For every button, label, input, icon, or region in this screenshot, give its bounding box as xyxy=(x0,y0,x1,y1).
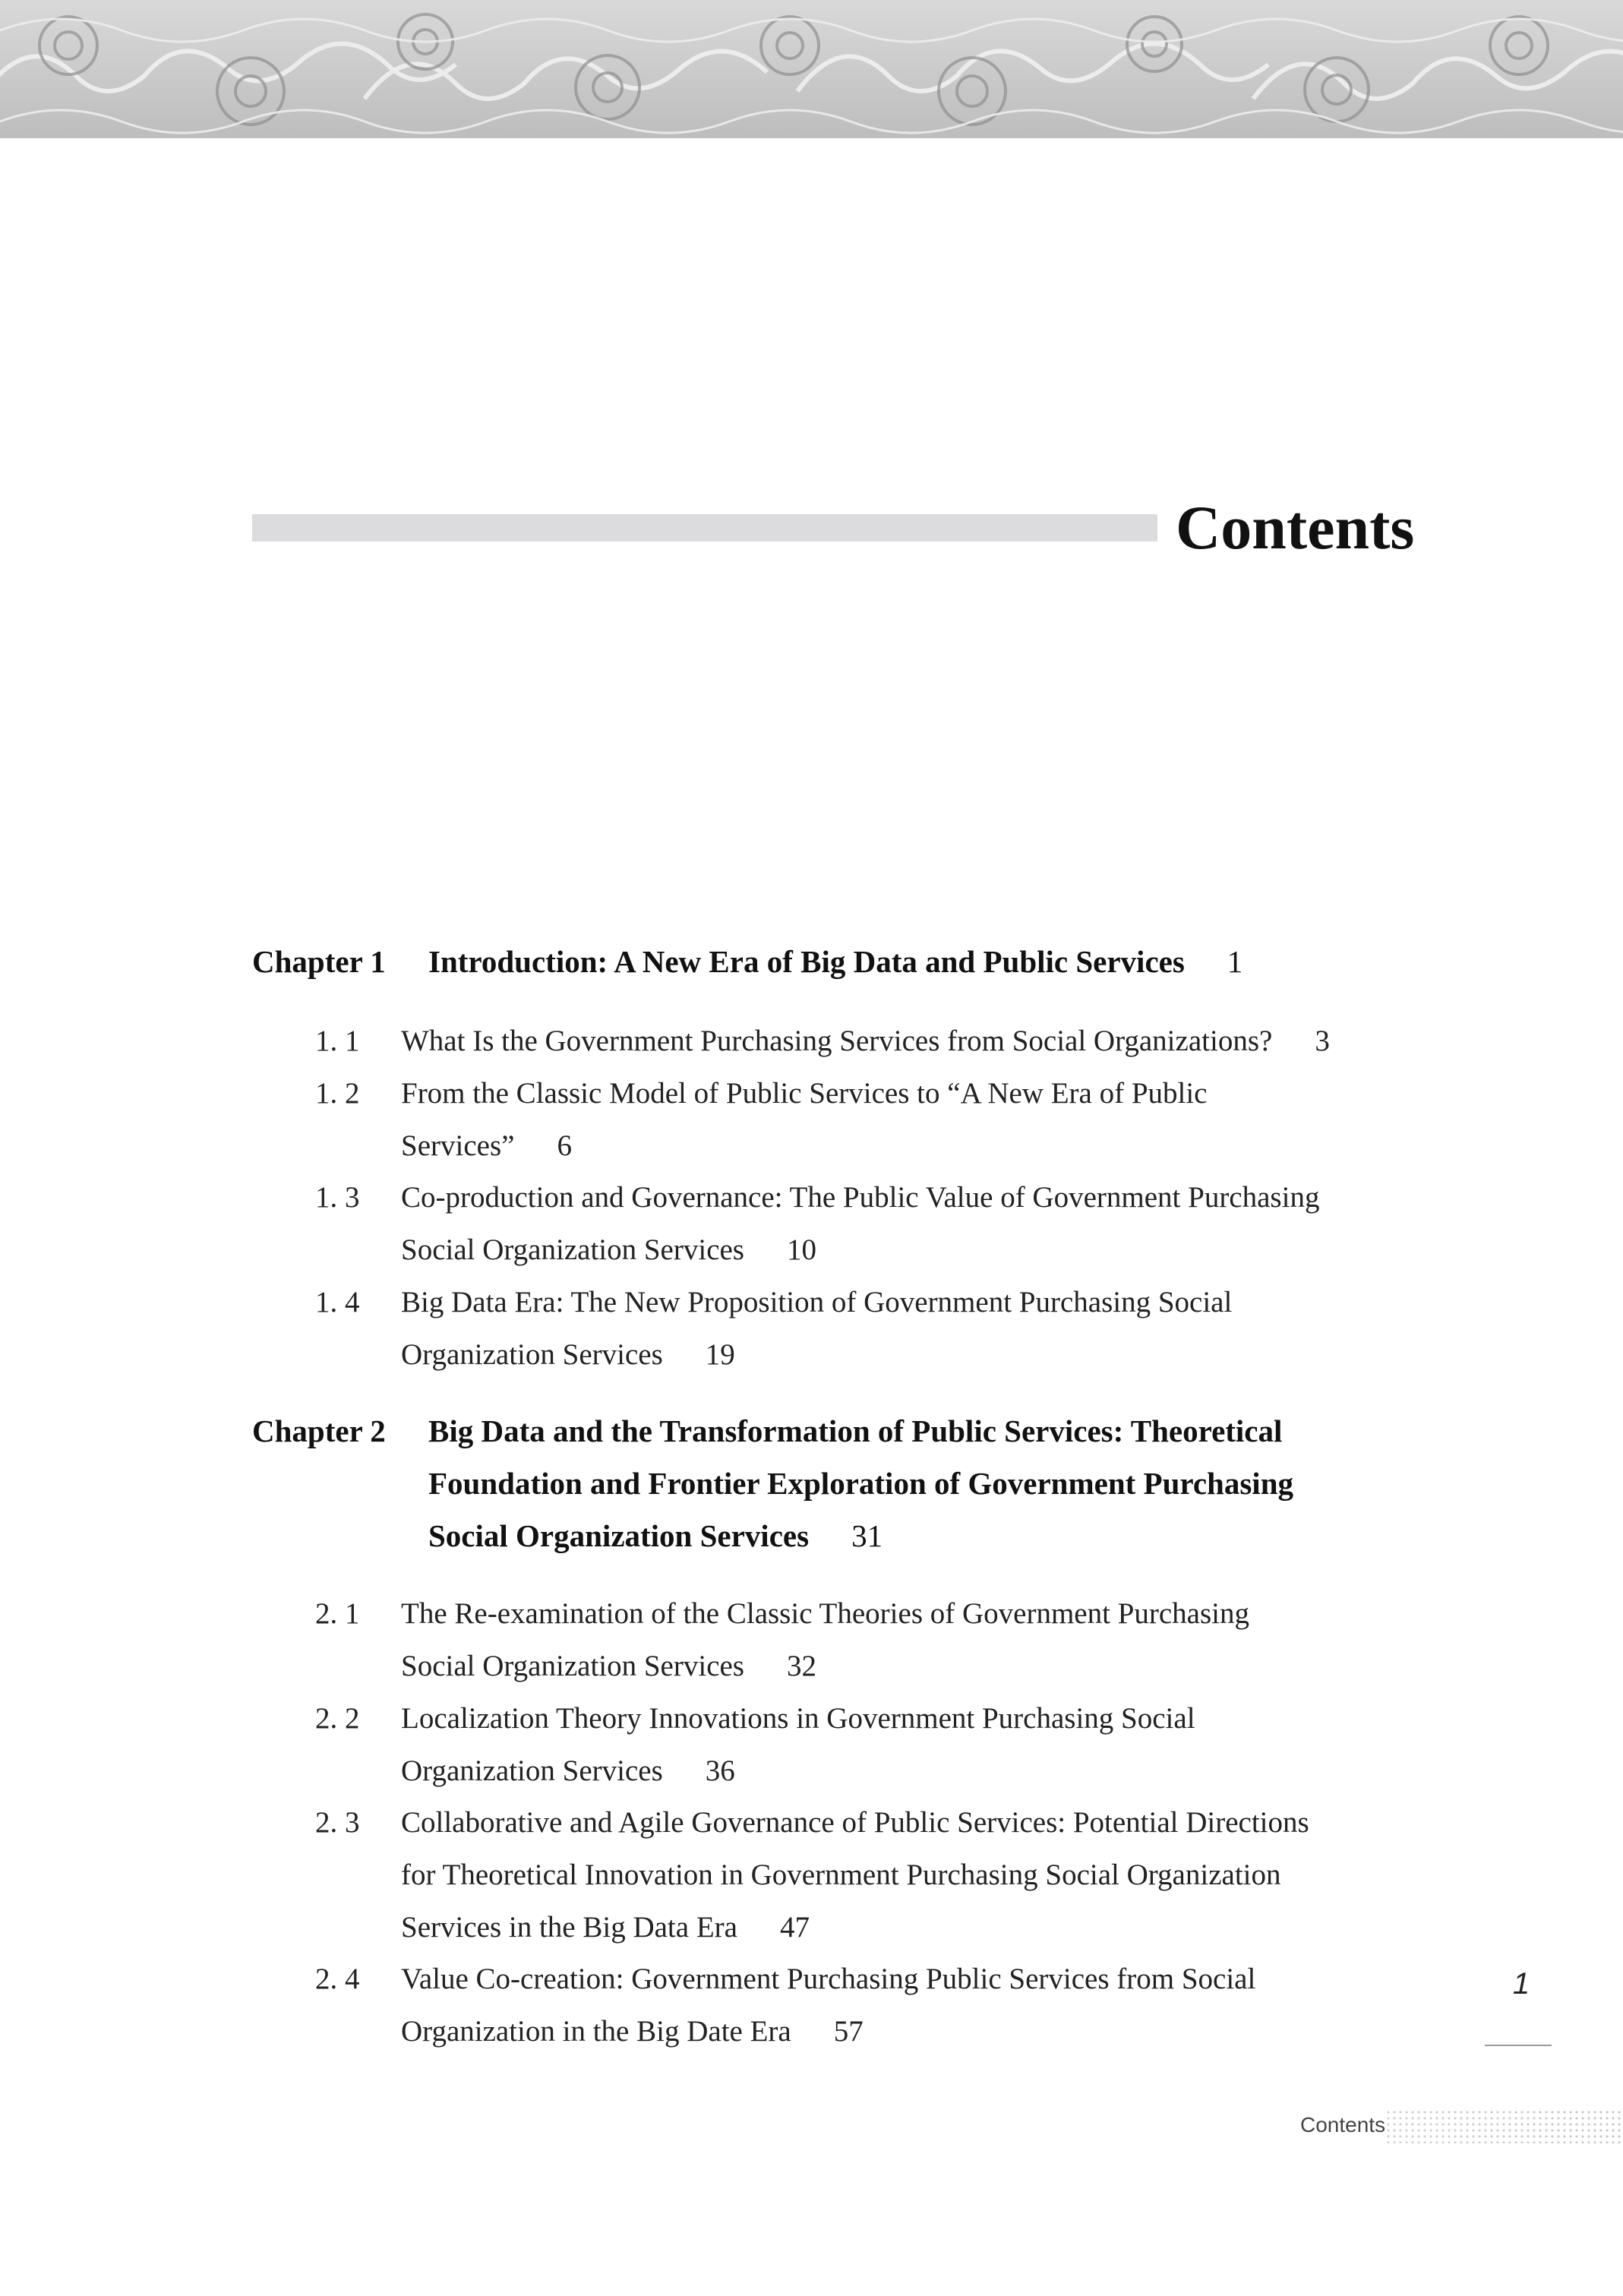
page-number-rule xyxy=(1485,2045,1552,2046)
section-title-line: Co-production and Governance: The Public Value of Government Purchasing xyxy=(401,1181,1320,1214)
section-number: 1. 1 xyxy=(315,1025,360,1057)
section-number: 1. 2 xyxy=(315,1077,360,1110)
chapter-title-line: Introduction: A New Era of Big Data and Public Services 1 xyxy=(428,936,1243,988)
section-number: 2. 4 xyxy=(315,1963,360,1995)
chapter-page-number: 1 xyxy=(1227,944,1243,979)
page-number: 1 xyxy=(1512,1967,1530,2001)
section-title-line: What Is the Government Purchasing Services from Social Organizations? 3 xyxy=(401,1015,1330,1067)
title-bar-decoration xyxy=(252,514,1157,542)
section-title-line: Social Organization Services 10 xyxy=(401,1224,816,1276)
section-title-line: Localization Theory Innovations in Government Purchasing Social xyxy=(401,1702,1195,1735)
section-page-number: 10 xyxy=(787,1233,816,1266)
section-page-number: 3 xyxy=(1315,1025,1330,1057)
section-title-line: Social Organization Services 32 xyxy=(401,1640,816,1692)
section-title-line: Organization Services 19 xyxy=(401,1328,735,1381)
section-number: 2. 3 xyxy=(315,1806,360,1839)
section-page-number: 36 xyxy=(705,1754,735,1787)
section-page-number: 19 xyxy=(705,1338,735,1371)
decorative-cloud-banner xyxy=(0,0,1623,138)
chapter-title-line: Big Data and the Transformation of Public Services: Theoretical xyxy=(428,1413,1283,1448)
section-page-number: 32 xyxy=(787,1650,816,1682)
page-title: Contents xyxy=(1176,493,1415,562)
chapter-label: Chapter 2 xyxy=(252,1413,386,1448)
section-title-line: Organization Services 36 xyxy=(401,1745,735,1797)
section-title-line: Organization in the Big Date Era 57 xyxy=(401,2005,864,2058)
footer-dot-pattern xyxy=(1386,2110,1623,2143)
section-number: 1. 3 xyxy=(315,1181,360,1214)
section-number: 2. 1 xyxy=(315,1597,360,1630)
chapter-title-line: Foundation and Frontier Exploration of Government Purchasing xyxy=(428,1466,1293,1501)
section-title-line: The Re-examination of the Classic Theories of Government Purchasing xyxy=(401,1597,1249,1630)
running-footer-label: Contents xyxy=(1300,2113,1386,2137)
section-title-line: From the Classic Model of Public Services to “A New Era of Public xyxy=(401,1077,1208,1110)
section-title-line: Collaborative and Agile Governance of Public Services: Potential Directions xyxy=(401,1806,1309,1839)
section-title-line: Services” 6 xyxy=(401,1120,572,1172)
chapter-label: Chapter 1 xyxy=(252,944,386,979)
section-title-line: for Theoretical Innovation in Government Purchasing Social Organization xyxy=(401,1859,1281,1891)
section-title-line: Value Co-creation: Government Purchasing Public Services from Social xyxy=(401,1963,1256,1995)
section-number: 1. 4 xyxy=(315,1286,360,1319)
chapter-page-number: 31 xyxy=(851,1518,883,1553)
section-page-number: 57 xyxy=(833,2015,864,2048)
section-number: 2. 2 xyxy=(315,1702,360,1735)
section-title-line: Services in the Big Data Era 47 xyxy=(401,1901,810,1953)
chapter-title-line: Social Organization Services 31 xyxy=(428,1510,883,1562)
section-page-number: 47 xyxy=(779,1911,810,1944)
section-title-line: Big Data Era: The New Proposition of Government Purchasing Social xyxy=(401,1286,1233,1319)
section-page-number: 6 xyxy=(557,1129,572,1162)
